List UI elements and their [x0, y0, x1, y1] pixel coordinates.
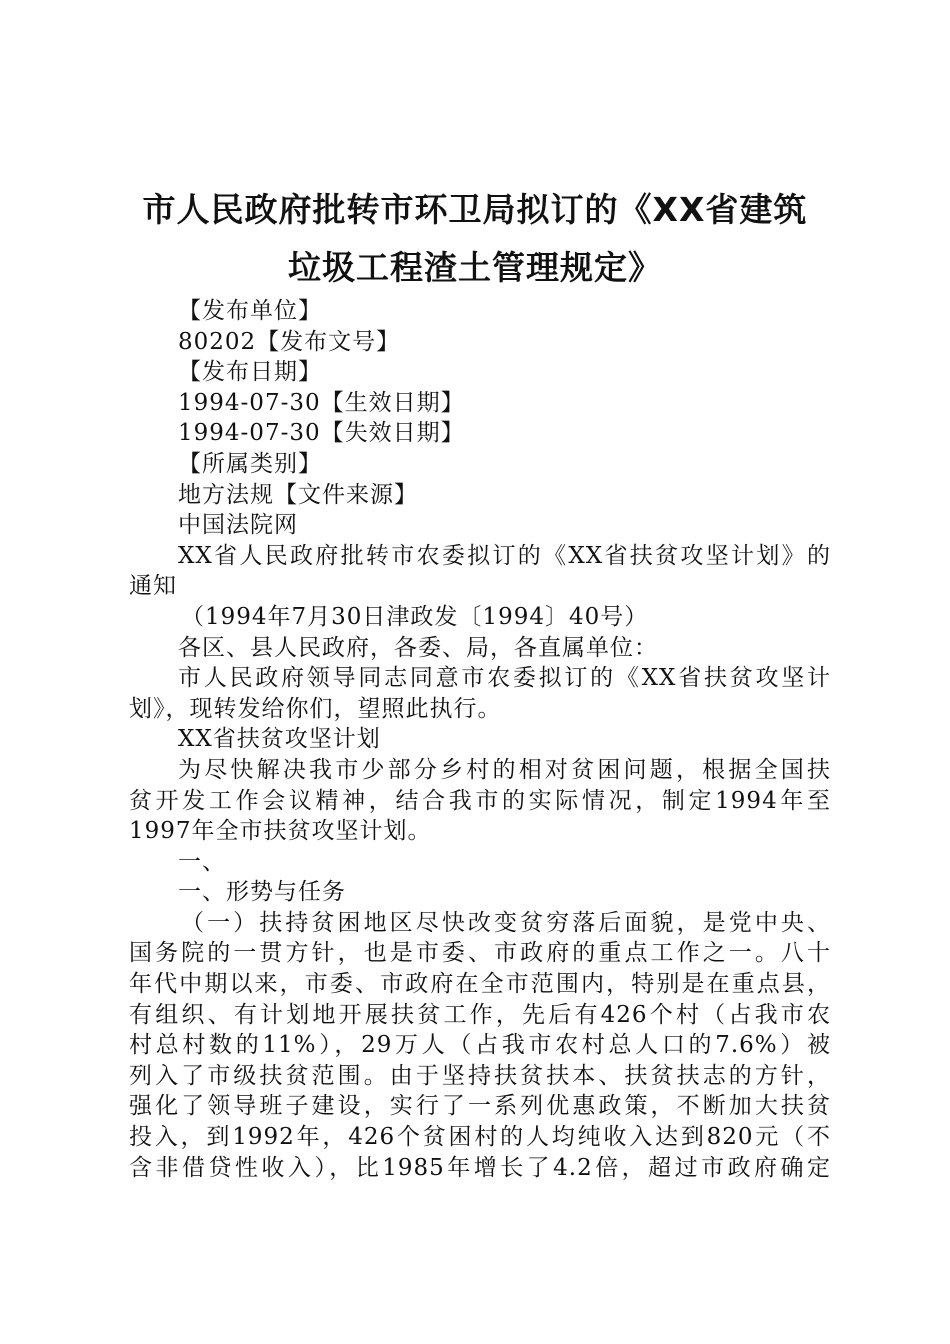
document-title-line-2: 垃圾工程渣土管理规定》 — [288, 248, 662, 287]
category-label: 【所属类别】 — [178, 450, 322, 477]
paragraph-line: 有组织、有计划地开展扶贫工作，先后有426个村（占我市农 — [129, 1001, 831, 1028]
paragraph-line: 为尽快解决我市少部分乡村的相对贫困问题，根据全国扶 — [178, 756, 831, 783]
expiry-date-line: 1994-07-30【失效日期】 — [178, 420, 465, 447]
category-source-line: 地方法规【文件来源】 — [178, 481, 418, 508]
publisher-label: 【发布单位】 — [178, 298, 322, 324]
paragraph-line: 村总村数的11%），29万人（占我市农村总人口的7.6%）被 — [129, 1032, 831, 1059]
paragraph-line: 投入，到1992年，426个贫困村的人均纯收入达到820元（不 — [129, 1124, 831, 1151]
paragraph-line: 年代中期以来，市委、市政府在全市范围内，特别是在重点县， — [129, 971, 831, 998]
document-body — [129, 296, 831, 1183]
paragraph-line: 贫开发工作会议精神，结合我市的实际情况，制定1994年至 — [129, 787, 831, 814]
publish-date-label: 【发布日期】 — [178, 359, 322, 386]
addressee-line: 各区、县人民政府，各委、局，各直属单位： — [178, 634, 658, 661]
section-number: 一、 — [178, 848, 226, 875]
notice-reference: （1994年7月30日津政发〔1994〕40号） — [181, 603, 649, 630]
source-line: 中国法院网 — [178, 512, 298, 539]
section-heading: 一、形势与任务 — [178, 879, 346, 906]
paragraph-line: （一）扶持贫困地区尽快改变贫穷落后面貌，是党中央、 — [181, 909, 831, 936]
paragraph-line: 列入了市级扶贫范围。由于坚持扶贫扶本、扶贫扶志的方针， — [129, 1062, 831, 1089]
notice-title-line-1: XX省人民政府批转市农委拟订的《XX省扶贫攻坚计划》的 — [178, 542, 831, 569]
paragraph-line: 国务院的一贯方针，也是市委、市政府的重点工作之一。八十 — [129, 940, 831, 967]
paragraph-line: 划》，现转发给你们，望照此执行。 — [129, 695, 502, 722]
document-number-line: 80202【发布文号】 — [178, 328, 401, 355]
effective-date-line: 1994-07-30【生效日期】 — [178, 389, 465, 416]
plan-heading: XX省扶贫攻坚计划 — [178, 726, 381, 753]
document-title-line-1: 市人民政府批转市环卫局拟订的《XX省建筑 — [142, 190, 808, 229]
paragraph-line: 强化了领导班子建设，实行了一系列优惠政策，不断加大扶贫 — [129, 1093, 831, 1120]
paragraph-line: 1997年全市扶贫攻坚计划。 — [129, 818, 432, 845]
notice-title-line-2: 通知 — [129, 573, 177, 600]
paragraph-line: 含非借贷性收入），比1985年增长了4.2倍，超过市政府确定 — [129, 1154, 831, 1181]
paragraph-line: 市人民政府领导同志同意市农委拟订的《XX省扶贫攻坚计 — [178, 665, 831, 692]
